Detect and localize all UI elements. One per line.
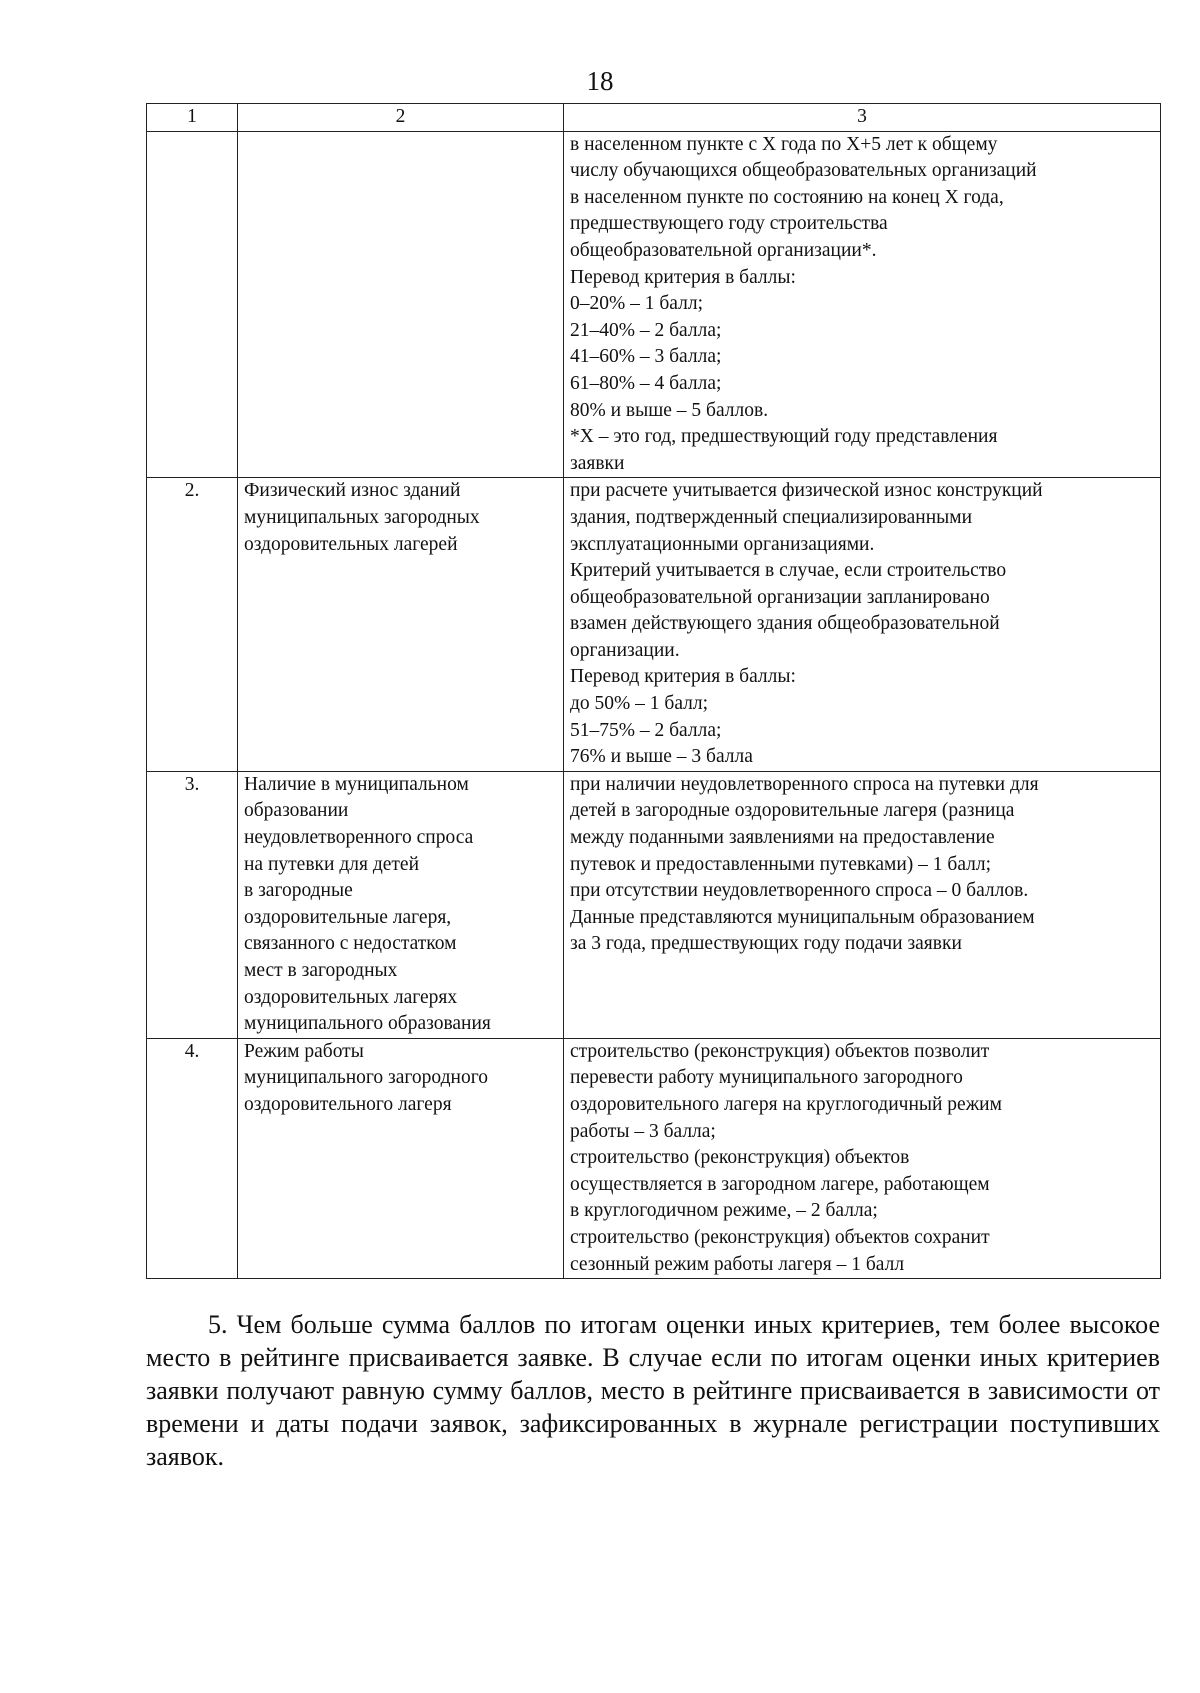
criterion-name <box>238 1038 564 1278</box>
criterion-scoring-line: сезонный режим работы лагеря – 1 балл <box>570 1253 905 1275</box>
criterion-scoring <box>564 1038 1161 1278</box>
criterion-scoring-line: между поданными заявлениями на предоставление <box>570 827 995 849</box>
criterion-scoring-line: здания, подтвержденный специализированными <box>570 506 973 528</box>
criterion-scoring-line: общеобразовательной организации*. <box>570 239 877 261</box>
table-row <box>147 478 1161 772</box>
table-row <box>147 131 1161 478</box>
criterion-number: 2. <box>147 478 238 772</box>
criterion-scoring-line: 51–75% – 2 балла; <box>570 719 722 741</box>
criterion-scoring-line: оздоровительного лагеря на круглогодичный режим <box>570 1093 1002 1115</box>
criterion-scoring-line: организации. <box>570 639 680 661</box>
criterion-name-line: Режим работы <box>244 1040 364 1062</box>
criterion-name <box>238 131 564 478</box>
criterion-name-line: оздоровительных лагерей <box>244 533 458 555</box>
criterion-scoring-line: детей в загородные оздоровительные лагеря (разница <box>570 800 1015 822</box>
criterion-scoring-line: работы – 3 балла; <box>570 1120 716 1142</box>
criterion-scoring-line: Данные представляются муниципальным образованием <box>570 906 1035 928</box>
criterion-scoring-line: в круглогодичном режиме, – 2 балла; <box>570 1200 878 1222</box>
criterion-name <box>238 478 564 772</box>
table-header-row <box>147 104 1161 132</box>
criterion-scoring-line: в населенном пункте с Х года по Х+5 лет к общему <box>570 133 998 155</box>
criterion-scoring <box>564 771 1161 1038</box>
criterion-name-line: муниципального загородного <box>244 1067 488 1089</box>
criterion-scoring-line: числу обучающихся общеобразовательных организаций <box>570 160 1037 182</box>
table-body <box>147 131 1161 1279</box>
criterion-scoring-line: строительство (реконструкция) объектов позволит <box>570 1040 990 1062</box>
criterion-scoring <box>564 478 1161 772</box>
column-header: 2 <box>238 104 564 132</box>
criterion-name-line: мест в загородных <box>244 960 398 981</box>
criterion-scoring-line: строительство (реконструкция) объектов <box>570 1147 910 1169</box>
criterion-scoring-line: предшествующего году строительства <box>570 213 888 235</box>
criterion-scoring-line: до 50% – 1 балл; <box>570 693 709 715</box>
criterion-scoring-line: взамен действующего здания общеобразовательной <box>570 613 1000 635</box>
criterion-name-line: неудовлетворенного спроса <box>244 827 474 849</box>
criterion-scoring-line: 61–80% – 4 балла; <box>570 372 722 394</box>
criterion-number: 3. <box>147 771 238 1038</box>
criterion-scoring-line: 80% и выше – 5 баллов. <box>570 399 769 421</box>
criterion-scoring-line: за 3 года, предшествующих году подачи заявки <box>570 933 962 955</box>
criterion-name-line: образовании <box>244 800 349 822</box>
criterion-scoring-line: при отсутствии неудовлетворенного спроса – 0 баллов. <box>570 880 1029 902</box>
table-row <box>147 1038 1161 1278</box>
criterion-scoring-line: Перевод критерия в баллы: <box>570 266 796 288</box>
criterion-name-line: связанного с недостатком <box>244 933 457 955</box>
criterion-scoring-line: перевести работу муниципального загородного <box>570 1067 963 1089</box>
criterion-name-line: на путевки для детей <box>244 853 420 875</box>
criterion-name <box>238 771 564 1038</box>
criterion-name-line: Наличие в муниципальном <box>244 773 469 795</box>
criterion-scoring-line: в населенном пункте по состоянию на конец Х года, <box>570 186 1004 208</box>
page-number: 18 <box>586 66 614 96</box>
criterion-number <box>147 131 238 478</box>
criterion-name-line: оздоровительных лагерях <box>244 986 458 1008</box>
criterion-scoring-line: 0–20% – 1 балл; <box>570 293 703 315</box>
criterion-scoring-line: при расчете учитывается физической износ конструкций <box>570 480 1043 502</box>
criterion-name-line: муниципального образования <box>244 1013 491 1035</box>
criterion-scoring <box>564 131 1161 478</box>
criterion-name-line: в загородные <box>244 880 353 902</box>
criterion-scoring-line: *Х – это год, предшествующий году представления <box>570 426 998 448</box>
criterion-scoring-line: эксплуатационными организациями. <box>570 533 875 555</box>
criterion-scoring-line: общеобразовательной организации запланировано <box>570 586 990 608</box>
criterion-scoring-line: 21–40% – 2 балла; <box>570 319 722 341</box>
criterion-scoring-line: Перевод критерия в баллы: <box>570 666 796 688</box>
criterion-scoring-line: строительство (реконструкция) объектов сохранит <box>570 1226 990 1248</box>
criterion-name-line: Физический износ зданий <box>244 480 461 502</box>
criteria-table <box>146 103 1161 1279</box>
criterion-number: 4. <box>147 1038 238 1278</box>
criterion-name-line: муниципальных загородных <box>244 506 480 528</box>
criterion-scoring-line: заявки <box>570 452 625 474</box>
criterion-scoring-line: путевок и предоставленными путевками) – 1 балл; <box>570 853 992 875</box>
column-header: 3 <box>564 104 1161 132</box>
criterion-scoring-line: при наличии неудовлетворенного спроса на путевки для <box>570 773 1039 795</box>
column-header: 1 <box>147 104 238 132</box>
criterion-scoring-line: Критерий учитывается в случае, если строительство <box>570 560 1007 582</box>
criterion-scoring-line: 41–60% – 3 балла; <box>570 346 722 368</box>
criterion-name-line: оздоровительные лагеря, <box>244 906 452 928</box>
closing-paragraph: 5. Чем больше сумма баллов по итогам оценки иных критериев, тем более высокое место в рейтинге присваивается заявке. В случае если по итогам оценки иных критериев заявки получают равную сумму баллов, место в рейтинге присваивается в зависимости от времени и даты подачи заявок, зафиксированных в журнале регистрации поступивших заявок. <box>146 1310 1160 1471</box>
criterion-scoring-line: 76% и выше – 3 балла <box>570 746 753 768</box>
criterion-scoring-line: осуществляется в загородном лагере, работающем <box>570 1173 990 1195</box>
table-row <box>147 771 1161 1038</box>
criterion-name-line: оздоровительного лагеря <box>244 1093 452 1115</box>
